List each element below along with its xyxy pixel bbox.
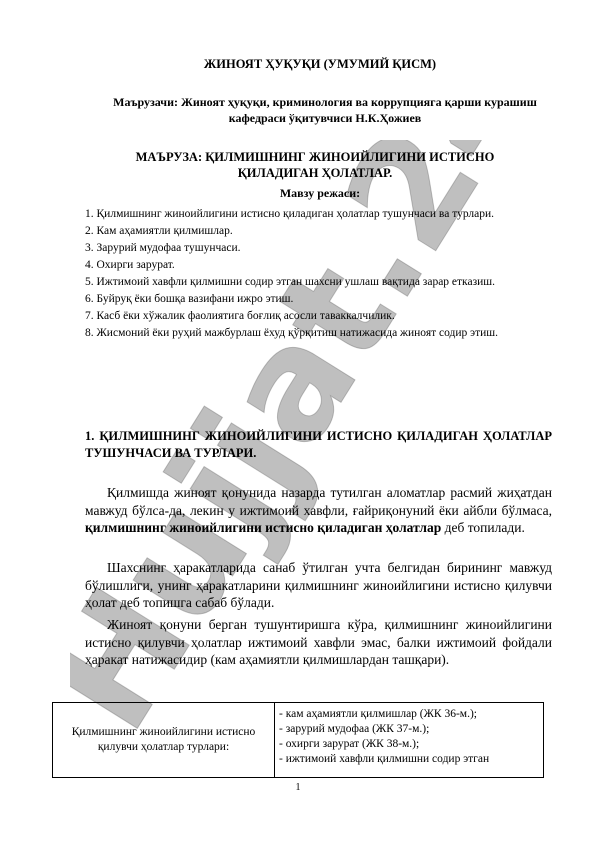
table-row [53, 703, 544, 778]
list-item: - зарурий мудофаа (ЖК 37-м.); [279, 723, 430, 735]
plan-item: 1. Қилмишнинг жиноийлигини истисно қиладиган ҳолатлар тушунчаси ва турлари. [85, 208, 495, 220]
plan-list [85, 206, 545, 342]
plan-item: 3. Зарурий мудофаа тушунчаси. [85, 242, 241, 254]
watermark-text: Hujjat.24 [70, 140, 571, 760]
plan-heading: Мавзу режаси: [279, 186, 361, 200]
plan-item: 8. Жисмоний ёки руҳий мажбурлаш ёхуд қўрқитиш натижасида жиноят содир этиш. [85, 327, 499, 339]
lecture-title: МАЪРУЗА: ҚИЛМИШНИНГ ЖИНОИЙЛИГИНИ ИСТИСНО ҚИЛАДИГАН ҲОЛАТЛАР. [135, 150, 495, 180]
plan-item: 5. Ижтимоий хавфли қилмишни содир этган шахсни ушлаш вақтида зарар етказиш. [85, 276, 495, 288]
page-number: 1 [295, 782, 301, 793]
table-cell-label: Қилмишнинг жиноийлигини истисно қилувчи ҳолатлар турлари: [53, 703, 275, 778]
list-item: - ижтимоий хавфли қилмишни содир этган [279, 753, 490, 765]
paragraph-signs: Шахснинг ҳаракатларида санаб ўтилган учта белгидан бирининг мавжуд бўлишлиги, унинг ҳаракатларини қилмишнинг жиноийлигини истисно қилувчи ҳолат деб топишга сабаб бўлади. [85, 560, 552, 610]
list-item: - охирги зарурат (ЖК 38-м.); [279, 738, 420, 750]
plan-item: 4. Охирги зарурат. [85, 259, 175, 271]
table-cell-list [275, 703, 544, 778]
plan-item: 6. Буйруқ ёки бошқа вазифани ижро этиш. [85, 293, 294, 305]
plan-item: 7. Касб ёки хўжалик фаолиятига боғлиқ асосли таваккалчилик. [85, 310, 395, 322]
section-heading: 1. ҚИЛМИШНИНГ ЖИНОИЙЛИГИНИ ИСТИСНО ҚИЛАДИГАН ҲОЛАТЛАР ТУШУНЧАСИ ВА ТУРЛАРИ. [85, 429, 552, 460]
defined-term: қилмишнинг жиноийлигини истисно қиладиган ҳолатлар [85, 520, 442, 535]
list-item: - кам аҳамиятли қилмишлар (ЖК 36-м.); [279, 708, 477, 720]
paragraph-text: деб топилади. [441, 520, 525, 535]
document-title: ЖИНОЯТ ҲУҚУҚИ (УМУМИЙ ҚИСМ) [203, 57, 437, 71]
lecturer-info: Маърузачи: Жиноят ҳуқуқи, криминология ва коррупцияга қарши курашиш кафедраси ўқитувчиси Н.К.Ҳожиев [113, 95, 537, 125]
paragraph-text: Қилмишда жиноят қонунида назарда тутилган аломатлар расмий жиҳатдан мавжуд бўлса-да, лекин у ижтимоий хавфли, ғайриқонуний ёки айбли бўлмаса, [85, 485, 552, 518]
circumstances-table [52, 702, 544, 778]
paragraph-explanation: Жиноят қонуни берган тушунтиришга кўра, қилмишнинг жиноийлигини истисно қилувчи ҳолатлар ижтимоий хавфли эмас, балки ижтимоий фойдали ҳаракат натижасидир (кам аҳамиятли қилмишлардан ташқари). [85, 617, 552, 667]
plan-item: 2. Кам аҳамиятли қилмишлар. [85, 225, 233, 237]
paragraph-definition [85, 484, 552, 537]
